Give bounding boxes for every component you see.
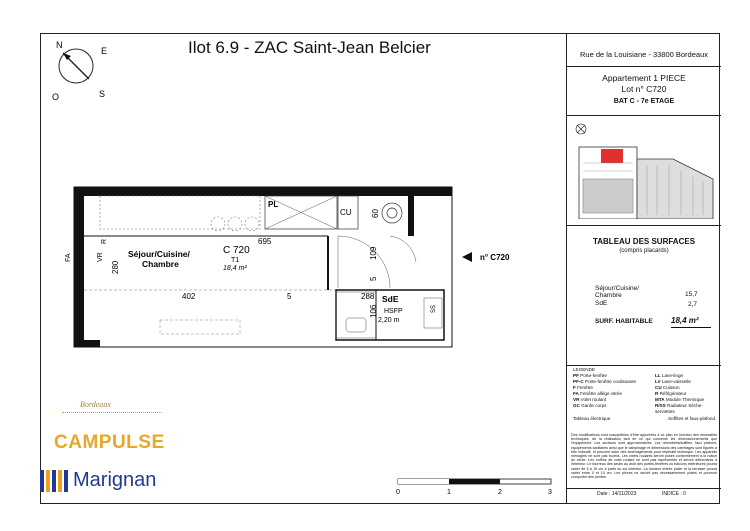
legend: LEGENDE PF Porte-fenêtre PF-C Porte-fenêtre coulissante F Fenêtre FA Fenêtre allège vitrée VR Volet roulant GC Garde corps LL Lave-linge LV Lave-vaisselle CU Cuisson R Réfrigérateur MTA Module Thermique R/SS Radiateur Sèche-serviettes Tableau électrique Soffites et faux-plafond <box>573 367 715 421</box>
total-value: 18,4 m² <box>671 316 699 325</box>
svg-text:0: 0 <box>396 489 400 496</box>
svg-text:1: 1 <box>447 489 451 496</box>
dim-5b: 5 <box>369 276 378 281</box>
info-panel <box>566 33 720 504</box>
dim-5: 5 <box>287 292 292 301</box>
sde-height: 2,20 m <box>378 317 400 324</box>
bordeaux-ornament <box>62 412 162 413</box>
surface-row-label: Chambre <box>595 292 622 299</box>
date: Date : 14/11/2023 <box>597 491 637 497</box>
dim-109: 109 <box>369 246 378 260</box>
sde-label: SdE <box>382 294 399 304</box>
fa-label: FA <box>65 253 72 262</box>
surface-row-label: SdE <box>595 300 608 307</box>
address: Rue de la Louisiane - 33800 Bordeaux <box>579 50 708 59</box>
building: BAT C - 7e ETAGE <box>613 98 675 105</box>
total-label: SURF. HABITABLE <box>595 318 653 325</box>
floor-plan <box>60 180 540 360</box>
room-name-2: Chambre <box>142 259 179 269</box>
legend-title: LEGENDE <box>573 367 595 372</box>
project-title: Ilot 6.9 - ZAC Saint-Jean Belcier <box>188 38 431 57</box>
surface-row-label: Séjour/Cuisine/ <box>595 285 640 292</box>
disclaimer: Des modifications sont susceptibles d'être apportées à ce plan en fonction des nécessités techniques, de la réalisation tant en ce qui concerne les dimensionnements que l'équipement. Les surfaces sont approximatives. Les retombées/soffites, faux plafond, équipements sanitaires ainsi que le calepinage et dimensions des carrelages sont figurés à titre indicatif, et peuvent subir des aménagements pour impératif technique. Les appareils ménagers ne sont pas fournis. Les volets roulants seront posés conformément à la notice du vente. Les coffres de volet roulant ne sont pas représentés et seront débordants à l'intérieur. Le fourreau des seuils au droit des portes-fenêtres ou balcons extérieures pourra varier de 5 à 15 cm à partir du sol intérieur. La hauteur entrée palier et la terrasse pourra varier entre 0 et 10 cm. Les pièces ne seront pas nécessairement plates et pourront comporter des pentes. <box>571 433 717 480</box>
compass-n: N <box>56 40 63 50</box>
r-label: R <box>101 238 108 244</box>
sde-hsfp: HSFP <box>384 308 403 315</box>
compass-s: S <box>99 89 106 99</box>
pl-label: PL <box>268 200 279 209</box>
campulse-logo: CAMPULSE <box>54 432 165 453</box>
lot-area: 18,4 m² <box>223 265 247 272</box>
apartment: Appartement 1 PIECE <box>602 73 686 83</box>
legend-extra-1: Tableau électrique <box>573 416 611 421</box>
dim-106: 106 <box>369 304 378 318</box>
surface-row-value: 15,7 <box>685 291 698 298</box>
top-wall <box>74 187 452 196</box>
compass-e: E <box>101 46 108 56</box>
svg-text:2: 2 <box>498 489 502 496</box>
marignan-logo: Marignan <box>73 469 157 491</box>
dim-60: 60 <box>371 209 380 218</box>
pointer-arrow-icon <box>462 252 472 262</box>
dim-402: 402 <box>182 292 196 301</box>
dim-280: 280 <box>111 260 120 274</box>
dim-288: 288 <box>361 292 375 301</box>
surfaces-subtitle: (compris placards) <box>619 248 669 254</box>
lot-number: Lot n° C720 <box>621 84 667 94</box>
bordeaux-logo: Bordeaux <box>80 400 111 409</box>
vr-label: VR <box>97 252 104 262</box>
key-plan <box>573 119 717 219</box>
dim-695: 695 <box>258 237 272 246</box>
pointer-label: n° C720 <box>480 253 510 262</box>
scale-bar <box>392 476 557 498</box>
compass-o: O <box>52 92 60 102</box>
legend-extra-2: Soffites et faux-plafond <box>668 416 715 421</box>
surfaces-title: TABLEAU DES SURFACES <box>592 237 696 246</box>
left-wall <box>74 187 84 347</box>
index: INDICE : 0 <box>662 491 686 497</box>
compass-icon <box>48 36 114 102</box>
lot-code: C 720 <box>223 245 250 256</box>
room-name-1: Séjour/Cuisine/ <box>128 249 190 259</box>
lot-type: T1 <box>231 257 240 264</box>
surface-row-value: 2,7 <box>688 301 698 308</box>
ss-label: SS <box>431 304 437 313</box>
cu-label: CU <box>340 208 352 217</box>
svg-text:3: 3 <box>548 489 552 496</box>
marignan-logo-icon <box>40 468 70 494</box>
